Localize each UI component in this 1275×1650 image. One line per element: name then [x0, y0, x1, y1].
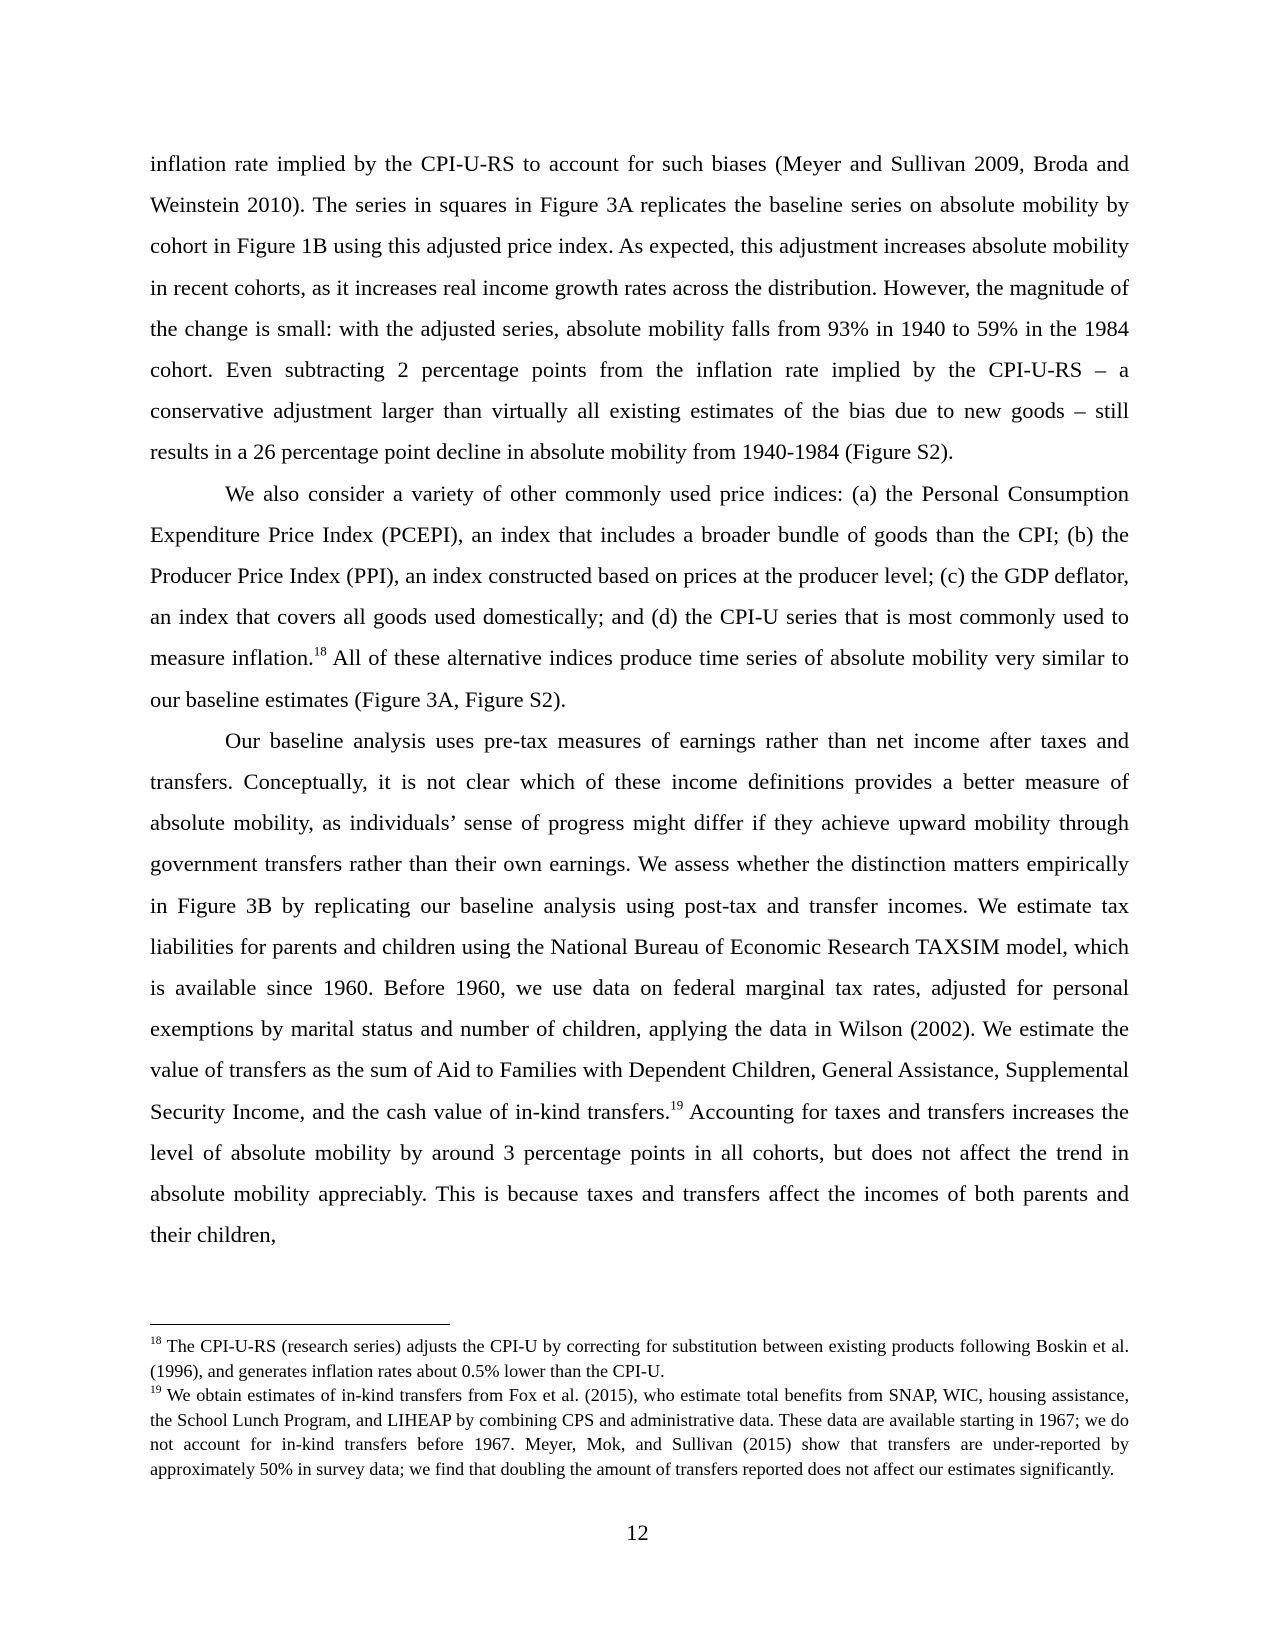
footnotes	[150, 1334, 1129, 1482]
page-number: 12	[626, 1520, 649, 1545]
footnote-ref-18[interactable]: 18	[313, 643, 327, 659]
footnote-text-18: The CPI-U-RS (research series) adjusts the CPI-U by correcting for substitution between existing products following Boskin et al. (1996), and generates inflation rates about 0.5% lower than the CPI-U.	[150, 1336, 1129, 1381]
paragraph-1	[150, 143, 1129, 473]
paragraph-2	[150, 473, 1129, 720]
paragraph-1-text: inflation rate implied by the CPI-U-RS to account for such biases (Meyer and Sullivan 2009, Broda and Weinstein 2010). The series in squares in Figure 3A replicates the baseline series on absolute mobility by cohort in Figure 1B using this adjusted price index. As expected, this adjustment increases absolute mobility in recent cohorts, as it increases real income growth rates across the distribution. However, the magnitude of the change is small: with the adjusted series, absolute mobility falls from 93% in 1940 to 59% in the 1984 cohort. Even subtracting 2 percentage points from the inflation rate implied by the CPI-U-RS – a conservative adjustment larger than virtually all existing estimates of the bias due to new goods – still results in a 26 percentage point decline in absolute mobility from 1940-1984 (Figure S2).	[150, 151, 1129, 465]
footnote-number-19: 19	[150, 1384, 162, 1397]
body-text	[150, 143, 1129, 1255]
footnote-number-18: 18	[150, 1334, 162, 1347]
footnote-text-19: We obtain estimates of in-kind transfers from Fox et al. (2015), who estimate total benefits from SNAP, WIC, housing assistance, the School Lunch Program, and LIHEAP by combining CPS and administrative data. These data are available starting in 1967; we do not account for in-kind transfers before 1967. Meyer, Mok, and Sullivan (2015) show that transfers are under-reported by approximately 50% in survey data; we find that doubling the amount of transfers reported does not affect our estimates significantly.	[150, 1385, 1129, 1479]
footnote-18	[150, 1334, 1129, 1383]
paragraph-3-text-b: Accounting for taxes and transfers increases the level of absolute mobility by around 3 percentage points in all cohorts, but does not affect the trend in absolute mobility appreciably. This is because taxes and transfers affect the incomes of both parents and their children,	[150, 1098, 1129, 1248]
paragraph-3-text-a: Our baseline analysis uses pre-tax measures of earnings rather than net income after taxes and transfers. Conceptually, it is not clear which of these income definitions provides a better measure of absolute mobility, as individuals’ sense of progress might differ if they achieve upward mobility through government transfers rather than their own earnings. We assess whether the distinction matters empirically in Figure 3B by replicating our baseline analysis using post-tax and transfer incomes. We estimate tax liabilities for parents and children using the National Bureau of Economic Research TAXSIM model, which is available since 1960. Before 1960, we use data on federal marginal tax rates, adjusted for personal exemptions by marital status and number of children, applying the data in Wilson (2002). We estimate the value of transfers as the sum of Aid to Families with Dependent Children, General Assistance, Supplemental Security Income, and the cash value of in-kind transfers.	[150, 727, 1129, 1124]
footnote-ref-19[interactable]: 19	[670, 1096, 684, 1112]
paragraph-2-text-a: We also consider a variety of other commonly used price indices: (a) the Personal Consumption Expenditure Price Index (PCEPI), an index that includes a broader bundle of goods than the CPI; (b) the Producer Price Index (PPI), an index constructed based on prices at the producer level; (c) the GDP deflator, an index that covers all goods used domestically; and (d) the CPI-U series that is most commonly used to measure inflation.	[150, 480, 1129, 671]
paragraph-2-text-b: All of these alternative indices produce time series of absolute mobility very similar to our baseline estimates (Figure 3A, Figure S2).	[150, 645, 1129, 712]
footnote-separator	[150, 1324, 450, 1325]
paragraph-3	[150, 720, 1129, 1256]
footnote-19	[150, 1383, 1129, 1481]
